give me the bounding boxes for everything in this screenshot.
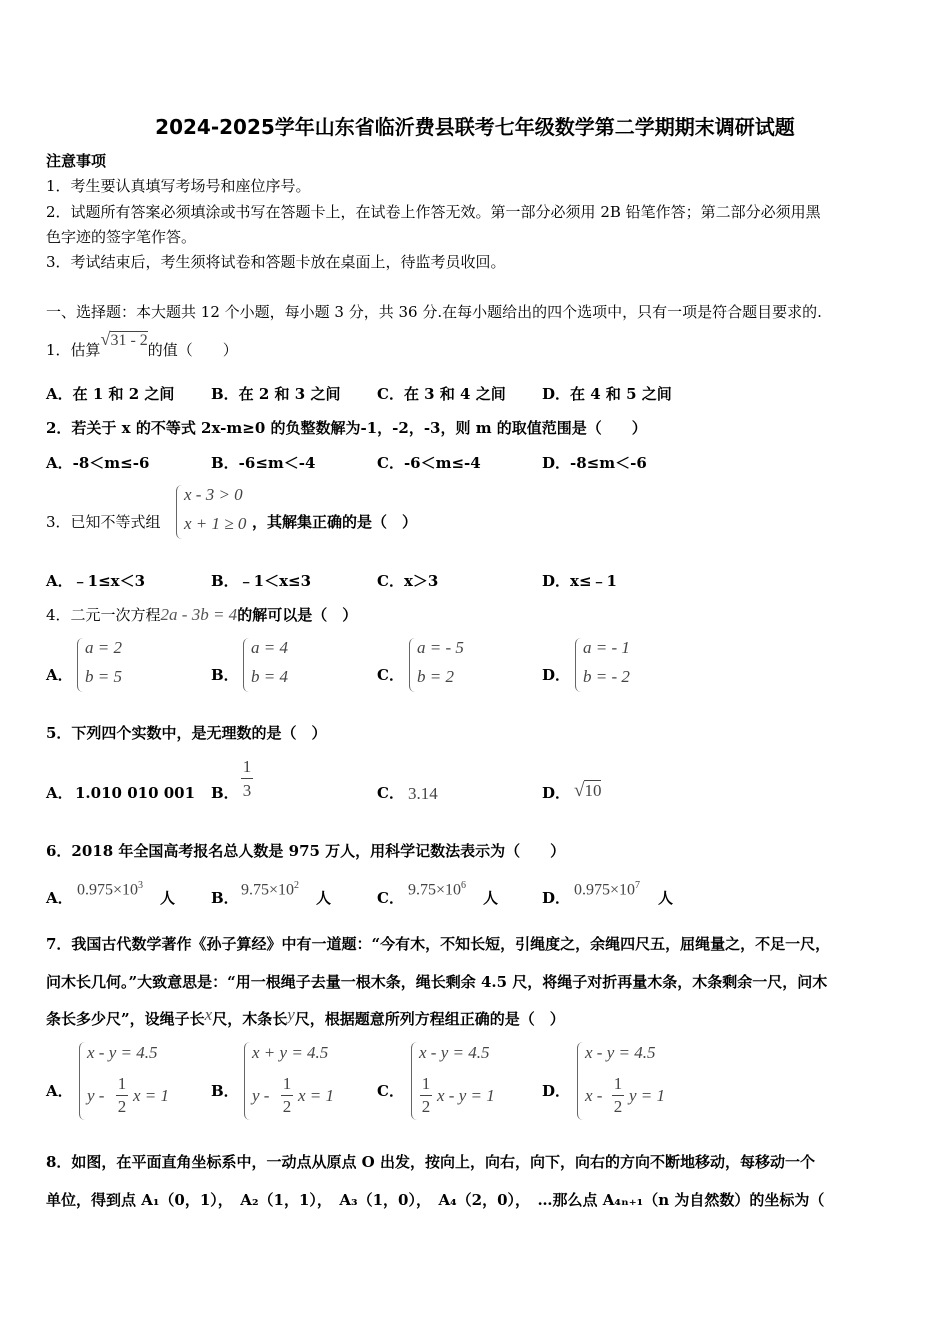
unit-label: 人 <box>160 889 176 907</box>
option-c[interactable]: C．在 3 和 4 之间 <box>377 385 506 403</box>
option-a-label[interactable]: A． <box>46 666 73 684</box>
option-d-value[interactable] <box>574 781 601 801</box>
notice-item: 3．考试结束后，考生须将试卷和答题卡放在桌面上，待监考员收回。 <box>46 253 506 271</box>
denominator: 3 <box>242 781 252 800</box>
option-d-label[interactable]: D． <box>542 784 571 802</box>
question-text: 1．估算 <box>46 341 101 359</box>
option-a-label[interactable]: A． <box>46 784 73 802</box>
fraction-bar <box>612 1095 624 1096</box>
numerator: 1 <box>421 1074 431 1093</box>
mantissa: 0.975×10 <box>574 881 636 899</box>
system-line: x - y = 4.5 <box>87 1043 158 1062</box>
question-4 <box>46 605 357 625</box>
fraction-bar <box>281 1095 293 1096</box>
fraction-bar <box>241 778 253 779</box>
option-d-label[interactable]: D． <box>542 1082 571 1100</box>
mantissa: 9.75×10 <box>408 881 462 899</box>
radicand: 31 - 2 <box>110 332 148 349</box>
denominator: 2 <box>421 1097 431 1116</box>
system-line: x - y = 4.5 <box>419 1043 490 1062</box>
option-d[interactable]: D．在 4 和 5 之间 <box>542 385 672 403</box>
option-d-value[interactable] <box>574 876 640 900</box>
option-b-system[interactable] <box>244 1042 354 1122</box>
option-d-system[interactable] <box>575 638 665 693</box>
denominator: 2 <box>613 1097 623 1116</box>
brace <box>243 638 249 692</box>
question-text: 条长多少尺”，设绳子长 <box>46 1010 205 1028</box>
option-b-label[interactable]: B． <box>211 1082 239 1100</box>
option-d-label[interactable]: D． <box>542 666 571 684</box>
option-c-system[interactable] <box>409 638 489 693</box>
system-line: x - y = 4.5 <box>585 1043 656 1062</box>
option-c-system[interactable] <box>411 1042 521 1122</box>
question-text: 尺，木条长 <box>212 1010 288 1028</box>
section-heading: 一、选择题：本大题共 12 个小题，每小题 3 分，共 36 分.在每小题给出的四个选项中，只有一项是符合题目要求的. <box>46 303 822 321</box>
question-5: 5．下列四个实数中，是无理数的是（ ） <box>46 724 327 742</box>
option-b-label[interactable]: B． <box>211 889 239 907</box>
question-8-line: 8．如图，在平面直角坐标系中，一动点从原点 O 出发，按向上，向右，向下，向右的方向不断地移动，每移动一个 <box>46 1153 815 1171</box>
brace <box>575 638 581 692</box>
brace <box>77 638 83 692</box>
option-c[interactable]: C．x＞3 <box>377 572 439 590</box>
numerator: 1 <box>282 1074 292 1093</box>
sqrt-expression <box>100 329 148 349</box>
system-line: b = 5 <box>85 667 122 686</box>
option-a-value[interactable]: 1.010 010 001 <box>75 784 196 802</box>
half-fraction <box>611 1074 625 1117</box>
brace <box>79 1042 85 1120</box>
option-a-label[interactable]: A． <box>46 889 73 907</box>
exponent: 7 <box>635 880 641 891</box>
denominator: 2 <box>117 1097 127 1116</box>
question-3-prefix: 3．已知不等式组 <box>46 513 161 531</box>
brace <box>411 1042 417 1120</box>
equation: 2a - 3b = 4 <box>160 605 238 624</box>
denominator: 2 <box>282 1097 292 1116</box>
system-line: a = 4 <box>251 638 288 657</box>
fraction-bar <box>116 1095 128 1096</box>
question-text: 4．二元一次方程 <box>46 606 161 624</box>
option-a-system[interactable] <box>79 1042 189 1122</box>
question-text: 的值（ ） <box>147 341 238 359</box>
option-a[interactable]: A．在 1 和 2 之间 <box>46 385 175 403</box>
option-a-label[interactable]: A． <box>46 1082 73 1100</box>
page-title: 2024-2025学年山东省临沂费县联考七年级数学第二学期期末调研试题 <box>155 115 795 139</box>
fraction-bar <box>420 1095 432 1096</box>
unit-label: 人 <box>658 889 674 907</box>
question-2: 2．若关于 x 的不等式 2x-m≥0 的负整数解为-1，-2，-3，则 m 的取值范围是（ ） <box>46 419 647 437</box>
system-line: b = - 2 <box>583 667 630 686</box>
question-7-line: 7．我国古代数学著作《孙子算经》中有一道题：“今有木，不知长短，引绳度之，余绳四尺五，屈绳量之，不足一尺， <box>46 935 831 953</box>
inequality-system <box>176 485 256 540</box>
notice-item: 色字迹的签字笔作答。 <box>46 228 197 246</box>
unit-label: 人 <box>316 889 332 907</box>
option-c-label[interactable]: C． <box>377 1082 404 1100</box>
unit-label: 人 <box>483 889 499 907</box>
system-line: a = - 5 <box>417 638 464 657</box>
brace <box>176 485 182 539</box>
radical-sign: √ <box>100 329 111 349</box>
option-c[interactable]: C．-6＜m≤-4 <box>377 454 481 472</box>
system-line-suffix: x = 1 <box>298 1086 335 1105</box>
option-c-value[interactable] <box>408 876 466 900</box>
system-line: x - 3 > 0 <box>184 485 243 504</box>
exponent: 2 <box>294 880 300 891</box>
brace <box>409 638 415 692</box>
mantissa: 0.975×10 <box>77 881 139 899</box>
numerator: 1 <box>242 757 252 776</box>
option-b-value[interactable] <box>241 876 299 900</box>
option-c-value[interactable]: 3.14 <box>408 784 438 803</box>
variable-x: x <box>204 1005 213 1024</box>
question-6: 6．2018 年全国高考报名总人数是 975 万人，用科学记数法表示为（ ） <box>46 842 566 860</box>
numerator: 1 <box>117 1074 127 1093</box>
exponent: 6 <box>461 880 467 891</box>
half-fraction <box>419 1074 433 1117</box>
system-line: b = 4 <box>251 667 288 686</box>
question-7-line <box>46 1005 565 1029</box>
mantissa: 9.75×10 <box>241 881 295 899</box>
question-7-line: 问木长几何。”大致意思是：“用一根绳子去量一根木条，绳长剩余 4.5 尺，将绳子对折再量木条，木条剩余一尺，问木 <box>46 973 828 991</box>
system-line: a = 2 <box>85 638 122 657</box>
notice-item: 1．考生要认真填写考场号和座位序号。 <box>46 177 311 195</box>
system-line-prefix: y - <box>252 1086 270 1105</box>
option-b-label[interactable]: B． <box>211 784 239 802</box>
option-a[interactable]: A．﹣1≤x＜3 <box>46 572 146 590</box>
half-fraction <box>115 1074 129 1117</box>
option-c-label[interactable]: C． <box>377 784 404 802</box>
option-b-system[interactable] <box>243 638 313 693</box>
option-b-label[interactable]: B． <box>211 666 239 684</box>
question-text: 的解可以是（ ） <box>237 606 358 624</box>
radical-sign: √ <box>574 780 585 801</box>
option-b[interactable]: B．﹣1＜x≤3 <box>211 572 312 590</box>
system-line-suffix: x = 1 <box>133 1086 170 1105</box>
radicand: 10 <box>584 781 602 800</box>
brace <box>244 1042 250 1120</box>
system-line: a = - 1 <box>583 638 630 657</box>
option-d[interactable]: D．x≤﹣1 <box>542 572 617 590</box>
system-line-prefix: x - <box>585 1086 603 1105</box>
system-line: b = 2 <box>417 667 454 686</box>
option-d-label[interactable]: D． <box>542 889 571 907</box>
question-1 <box>46 329 238 361</box>
system-line-suffix: x - y = 1 <box>437 1086 495 1105</box>
option-d[interactable]: D．-8≤m＜-6 <box>542 454 647 472</box>
option-a-value[interactable] <box>77 876 143 900</box>
question-3-suffix: ，其解集正确的是（ ） <box>252 513 418 531</box>
system-line: x + y = 4.5 <box>252 1043 329 1062</box>
notice-item: 2．试题所有答案必须填涂或书写在答题卡上，在试卷上作答无效。第一部分必须用 2B 铅笔作答；第二部分必须用黑 <box>46 203 821 221</box>
option-b[interactable]: B．在 2 和 3 之间 <box>211 385 341 403</box>
question-text: 尺，根据题意所列方程组正确的是（ ） <box>294 1010 565 1028</box>
option-a-system[interactable] <box>77 638 147 693</box>
numerator: 1 <box>613 1074 623 1093</box>
option-c-label[interactable]: C． <box>377 666 404 684</box>
notice-heading: 注意事项 <box>46 152 107 170</box>
system-line-suffix: y = 1 <box>629 1086 666 1105</box>
brace <box>577 1042 583 1120</box>
option-b-fraction[interactable] <box>238 757 256 801</box>
system-line: x + 1 ≥ 0 <box>184 514 247 533</box>
half-fraction <box>280 1074 294 1117</box>
option-b[interactable]: B．-6≤m＜-4 <box>211 454 316 472</box>
system-line-prefix: y - <box>87 1086 105 1105</box>
option-a[interactable]: A．-8＜m≤-6 <box>46 454 150 472</box>
option-d-system[interactable] <box>577 1042 687 1122</box>
question-8-line: 单位，得到点 A₁（0，1）， A₂（1，1）， A₃（1，0）， A₄（2，0）， …那么点 A₄ₙ₊₁（n 为自然数）的坐标为（ <box>46 1191 825 1209</box>
exponent: 3 <box>138 880 144 891</box>
variable-y: y <box>287 1005 295 1024</box>
option-c-label[interactable]: C． <box>377 889 404 907</box>
